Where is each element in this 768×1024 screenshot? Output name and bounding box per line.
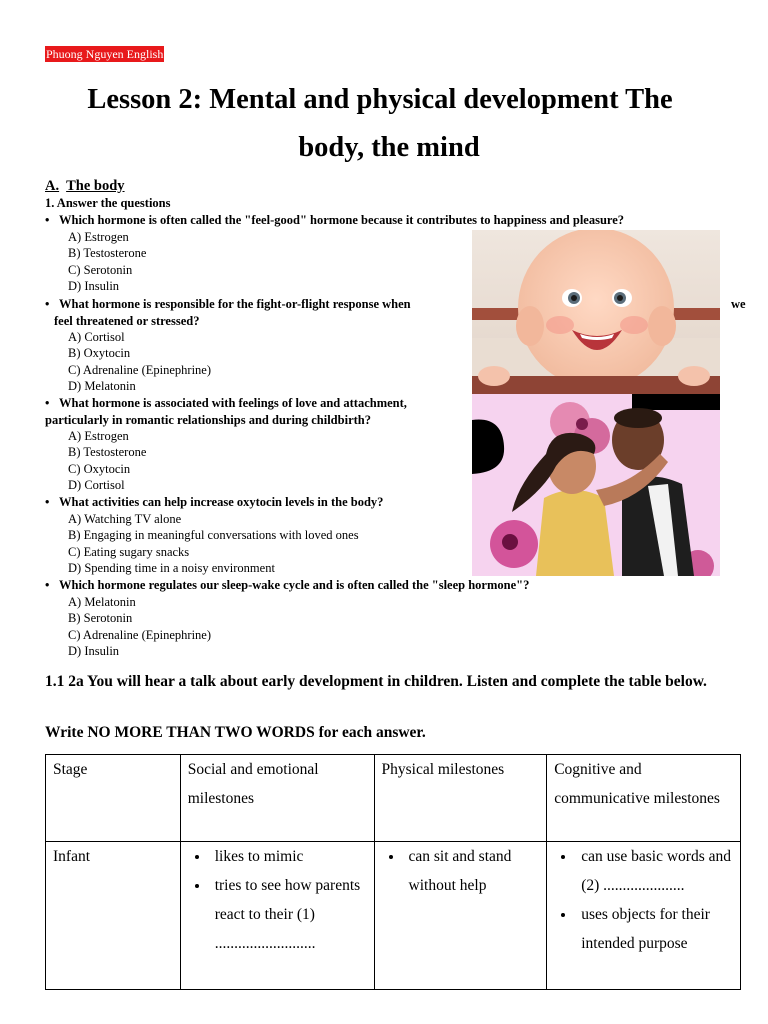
header-social: Social and emotional milestones — [180, 755, 374, 842]
question-5-text: Which hormone regulates our sleep-wake cycle and is often called the "sleep hormone"? — [59, 578, 530, 592]
section-letter: A. — [45, 178, 60, 194]
option: C) Adrenaline (Epinephrine) — [68, 362, 212, 377]
section-heading — [45, 178, 125, 194]
header-stage: Stage — [46, 755, 181, 842]
title-line-1: Lesson 2: Mental and physical development The — [87, 84, 673, 115]
option: C) Eating sugary snacks — [68, 544, 190, 559]
option: B) Serotonin — [68, 611, 133, 626]
task-word-limit: Write NO MORE THAN TWO WORDS for each answer. — [45, 724, 426, 741]
instruction: 1. Answer the questions — [45, 196, 171, 210]
option: B) Oxytocin — [68, 346, 131, 361]
bullet-icon: • — [45, 396, 50, 410]
option: C) Adrenaline (Epinephrine) — [68, 627, 212, 642]
bullet-icon: • — [45, 578, 50, 592]
header-physical: Physical milestones — [374, 755, 547, 842]
cell-cognitive — [547, 842, 741, 990]
question-1-text: Which hormone is often called the "feel-good" hormone because it contributes to happiness and pleasure? — [59, 213, 625, 227]
list-item: • can use basic words and (2) ..................... — [576, 842, 733, 900]
question-3-options — [68, 428, 146, 493]
bullet-icon: • — [45, 297, 50, 311]
couple-photo — [472, 394, 720, 576]
option: D) Spending time in a noisy environment — [68, 560, 275, 575]
baby-photo — [472, 230, 720, 394]
option: D) Melatonin — [68, 378, 136, 393]
development-table — [45, 754, 741, 990]
option: B) Engaging in meaningful conversations with loved ones — [68, 528, 359, 543]
header-cognitive: Cognitive and communicative milestones — [547, 755, 741, 842]
option: A) Melatonin — [68, 595, 136, 609]
option: C) Serotonin — [68, 262, 133, 277]
list-item: • likes to mimic — [210, 842, 367, 871]
option: A) Watching TV alone — [68, 512, 182, 526]
option: D) Insulin — [68, 643, 120, 658]
question-2 — [45, 296, 411, 329]
question-5 — [45, 577, 529, 594]
lesson-title — [40, 76, 720, 172]
task-1-1: 1.1 2a You will hear a talk about early development in children. Listen and complete the table below. — [45, 673, 707, 690]
list-item: • uses objects for their intended purpose — [576, 900, 733, 958]
table-row — [46, 842, 741, 990]
option: D) Cortisol — [68, 477, 125, 492]
option: A) Estrogen — [68, 429, 129, 443]
question-4-text: What activities can help increase oxytocin levels in the body? — [59, 495, 384, 509]
option: A) Cortisol — [68, 330, 125, 344]
question-2-line-2: feel threatened or stressed? — [54, 313, 200, 328]
brand-label: Phuong Nguyen English — [46, 47, 164, 61]
table-header-row — [46, 755, 741, 842]
question-2-line-1: What hormone is responsible for the fight-or-flight response when — [59, 297, 411, 311]
option: C) Oxytocin — [68, 461, 131, 476]
question-3 — [45, 395, 407, 428]
question-5-options — [68, 594, 211, 659]
question-2-trailing-word: we — [731, 297, 746, 311]
question-1-options — [68, 229, 146, 294]
bullet-icon: • — [45, 495, 50, 509]
cell-physical — [374, 842, 547, 990]
option: B) Testosterone — [68, 445, 147, 460]
title-line-2: body, the mind — [298, 132, 480, 163]
cell-stage: Infant — [46, 842, 181, 990]
question-2-options — [68, 329, 211, 394]
list-item: • can sit and stand without help — [404, 842, 540, 900]
section-title: The body — [66, 178, 125, 194]
bullet-icon: • — [45, 213, 50, 227]
list-item: • tries to see how parents react to their (1) .......................... — [210, 871, 367, 958]
question-4 — [45, 494, 383, 511]
cell-social — [180, 842, 374, 990]
option: B) Testosterone — [68, 246, 147, 261]
question-4-options — [68, 511, 359, 576]
question-3-line-1: What hormone is associated with feelings of love and attachment, — [59, 396, 407, 410]
option: D) Insulin — [68, 278, 120, 293]
option: A) Estrogen — [68, 230, 129, 244]
question-3-line-2: particularly in romantic relationships and during childbirth? — [45, 412, 371, 427]
question-1 — [45, 212, 624, 229]
